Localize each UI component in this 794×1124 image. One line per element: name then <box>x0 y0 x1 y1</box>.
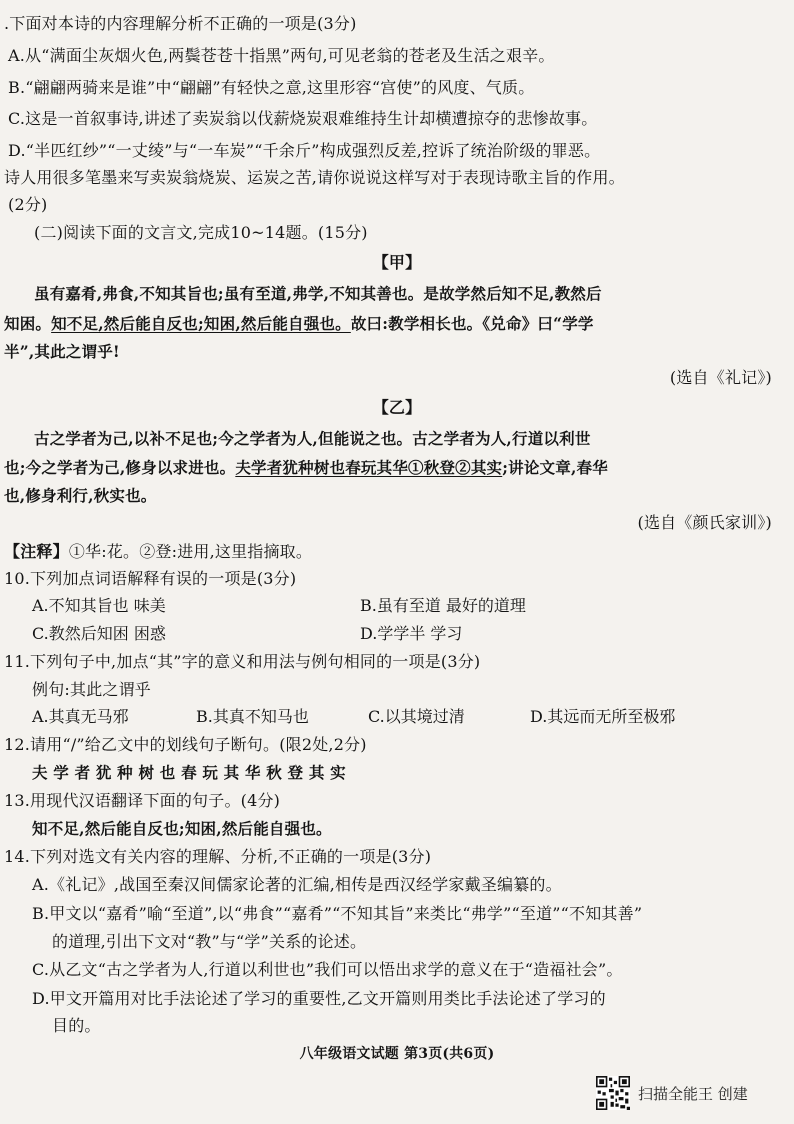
question-9-score: (2分) <box>8 195 48 214</box>
passage-jia-line-3: 半”,其此之谓乎! <box>4 342 120 361</box>
passage-jia-underlined-sentence: 知不足,然后能自反也;知困,然后能自强也。 <box>51 314 351 333</box>
passage-jia-line-1: 虽有嘉肴,弗食,不知其旨也;虽有至道,弗学,不知其善也。是故学然后知不足,教然后 <box>34 284 602 303</box>
question-12-stem: 12.请用“/”给乙文中的划线句子断句。(限2处,2分) <box>4 735 367 754</box>
question-14-option-d-line-2: 目的。 <box>52 1016 101 1035</box>
question-10-option-b: B.虽有至道 最好的道理 <box>360 596 526 615</box>
watermark-text: 扫描全能王 创建 <box>638 1084 748 1103</box>
question-13-stem: 13.用现代汉语翻译下面的句子。(4分) <box>4 791 281 810</box>
question-10-option-c: C.教然后知困 困惑 <box>32 624 166 643</box>
passage-jia-title: 【甲】 <box>372 253 422 272</box>
question-14-stem: 14.下列对选文有关内容的理解、分析,不正确的一项是(3分) <box>4 847 432 866</box>
question-8-option-c: C.这是一首叙事诗,讲述了卖炭翁以伐薪烧炭艰难维持生计却横遭掠夺的悲惨故事。 <box>8 109 598 128</box>
question-11-option-c: C.以其境过清 <box>368 707 465 726</box>
annotation-text: ①华:花。②登:进用,这里指摘取。 <box>68 542 313 561</box>
passage-yi-title: 【乙】 <box>372 398 422 417</box>
passage-yi-underlined-sentence: 夫学者犹种树也春玩其华①秋登②其实 <box>235 458 503 477</box>
question-8-option-d: D.“半匹红纱”“一丈绫”与“一车炭”“千余斤”构成强烈反差,控诉了统治阶级的罪恶。 <box>8 141 601 160</box>
passage-jia-line-2 <box>4 313 594 335</box>
passage-yi-source: (选自《颜氏家训》) <box>637 513 772 532</box>
question-14-option-b-line-2: 的道理,引出下文对“教”与“学”关系的论述。 <box>52 932 367 951</box>
question-11-option-a: A.其真无马邪 <box>32 707 129 726</box>
question-9-stem: 诗人用很多笔墨来写卖炭翁烧炭、运炭之苦,请你说说这样写对于表现诗歌主旨的作用。 <box>4 168 625 187</box>
question-10-stem: 10.下列加点词语解释有误的一项是(3分) <box>4 569 297 588</box>
question-10-option-d: D.学学半 学习 <box>360 624 463 643</box>
question-8-option-a: A.从“满面尘灰烟火色,两鬓苍苍十指黑”两句,可见老翁的苍老及生活之艰辛。 <box>8 46 555 65</box>
question-14-option-a: A.《礼记》,战国至秦汉间儒家论著的汇编,相传是西汉经学家戴圣编纂的。 <box>32 875 562 894</box>
passage-yi-line-2 <box>4 457 608 479</box>
qr-code-icon <box>596 1076 630 1110</box>
question-12-sentence: 夫 学 者 犹 种 树 也 春 玩 其 华 秋 登 其 实 <box>32 763 346 782</box>
question-14-option-b-line-1: B.甲文以“嘉肴”喻“至道”,以“弗食”“嘉肴”“不知其旨”来类比“弗学”“至道”“不知其善” <box>32 904 643 923</box>
annotation-note <box>4 541 312 563</box>
question-11-option-d: D.其远而无所至极邪 <box>530 707 676 726</box>
question-13-sentence: 知不足,然后能自反也;知困,然后能自强也。 <box>32 819 332 838</box>
passage-yi-line-3: 也,修身利行,秋实也。 <box>4 486 157 505</box>
question-8-stem: .下面对本诗的内容理解分析不正确的一项是(3分) <box>4 14 357 33</box>
scanner-watermark <box>596 1075 748 1111</box>
passage-jia-line-2-start: 知困。 <box>4 314 52 333</box>
question-11-example: 例句:其此之谓乎 <box>32 680 151 699</box>
passage-jia-line-2-end: 故曰:教学相长也。《兑命》曰“学学 <box>350 314 594 333</box>
question-11-option-b: B.其真不知马也 <box>196 707 309 726</box>
annotation-label: 【注释】 <box>4 542 69 561</box>
question-8-option-b: B.“翩翩两骑来是谁”中“翩翩”有轻快之意,这里形容“宫使”的风度、气质。 <box>8 78 535 97</box>
question-14-option-c: C.从乙文“古之学者为人,行道以利世也”我们可以悟出求学的意义在于“造福社会”。 <box>32 960 623 979</box>
section-2-heading: (二)阅读下面的文言文,完成10~14题。(15分) <box>34 223 368 242</box>
page-footer: 八年级语文试题 第3页(共6页) <box>299 1046 495 1062</box>
question-10-option-a: A.不知其旨也 味美 <box>32 596 166 615</box>
passage-yi-line-2-start: 也;今之学者为己,修身以求进也。 <box>4 458 236 477</box>
passage-yi-line-1: 古之学者为己,以补不足也;今之学者为人,但能说之也。古之学者为人,行道以利世 <box>34 429 591 448</box>
passage-jia-source: (选自《礼记》) <box>669 368 772 387</box>
passage-yi-line-2-end: ;讲论文章,春华 <box>502 458 608 477</box>
question-14-option-d-line-1: D.甲文开篇用对比手法论述了学习的重要性,乙文开篇则用类比手法论述了学习的 <box>32 989 606 1008</box>
question-11-stem: 11.下列句子中,加点“其”字的意义和用法与例句相同的一项是(3分) <box>4 652 481 671</box>
